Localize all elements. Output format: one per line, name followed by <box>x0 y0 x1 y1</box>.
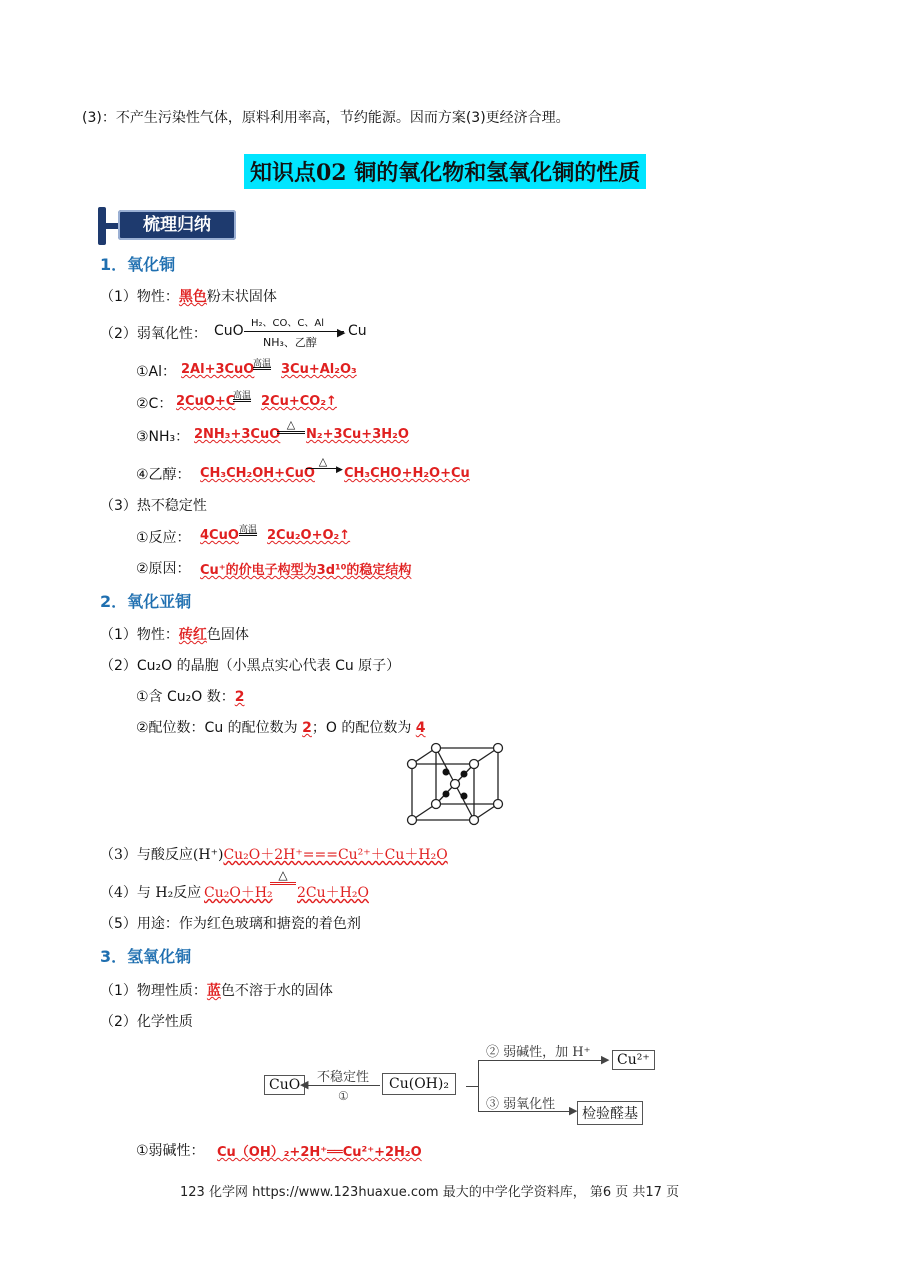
reaction-al-label: ①Al： <box>136 364 177 380</box>
diagram-weakox-label: ③ 弱氧化性 <box>486 1097 556 1112</box>
reaction-nh3-right: N₂+3Cu+3H₂O <box>306 427 409 442</box>
diagram-cuo-box: CuO <box>264 1075 305 1095</box>
cu2o-cell-desc: （2）Cu₂O 的晶胞（小黑点实心代表 Cu 原子） <box>100 658 401 674</box>
reaction-al-left: 2Al+3CuO <box>181 362 255 377</box>
diagram-aldehyde-box: 检验醛基 <box>577 1101 643 1125</box>
reaction-nh3-label: ③NH₃： <box>136 429 190 445</box>
cu-formula: Cu <box>348 323 367 339</box>
reaction-ethanol-left: CH₃CH₂OH+CuO <box>200 466 315 481</box>
arrow-left-icon: ◀ <box>300 1078 309 1091</box>
answer-o: 4 <box>415 720 426 736</box>
diagram-weakbase-label: ② 弱碱性，加 H⁺ <box>486 1045 591 1060</box>
cuo-oxidizing-label: （2）弱氧化性： <box>100 326 207 342</box>
tag-label: 梳理归纳 <box>118 210 236 240</box>
cuoh2-physical <box>100 980 333 1000</box>
label: ①含 Cu₂O 数： <box>136 689 235 705</box>
label: （1）物性： <box>100 289 179 305</box>
diagram-branch-stem <box>466 1086 479 1087</box>
diagram-arrow-left-line <box>306 1085 380 1086</box>
answer: Cu₂O＋2H⁺===Cu²⁺＋Cu＋H₂O <box>223 847 448 863</box>
label: （1）物理性质： <box>100 983 207 999</box>
label: （3）与酸反应(H⁺) <box>100 847 224 863</box>
diagram-top-arrow-line <box>478 1060 604 1061</box>
text: 粉末状固体 <box>206 289 277 305</box>
label: ②配位数：Cu 的配位数为 <box>136 720 303 736</box>
reaction-c-left: 2CuO+C <box>176 394 236 409</box>
cu2o-count <box>136 686 244 706</box>
cu2o-h2-label: （4）与 H₂反应 <box>100 885 202 901</box>
arrow-line <box>244 331 344 332</box>
reaction-al-right: 3Cu+Al₂O₃ <box>281 362 357 377</box>
cu2o-physical <box>100 624 249 644</box>
reaction-ethanol-label: ④乙醇： <box>136 467 191 483</box>
reason-answer: Cu⁺的价电子构型为3d¹⁰的稳定结构 <box>200 563 412 578</box>
page-footer: 123 化学网 https://www.123huaxue.com 最大的中学化学资料库， 第6 页 共17 页 <box>180 1185 680 1200</box>
arrow-head-icon: ▶ <box>336 465 343 475</box>
arrow-above-label: H₂、CO、C、Al <box>251 318 324 329</box>
decomp-label: ①反应： <box>136 530 191 546</box>
answer: 蓝 <box>206 983 221 999</box>
diagram-cuoh2-box: Cu(OH)₂ <box>382 1073 456 1095</box>
decomp-right: 2Cu₂O+O₂↑ <box>267 528 351 543</box>
reaction-c-cond: 高温 <box>233 391 252 401</box>
reaction-c-label: ②C： <box>136 396 173 412</box>
answer: 黑色 <box>178 289 207 305</box>
answer-cu: 2 <box>302 720 312 736</box>
heading-copper-hydroxide: 3．氢氧化铜 <box>100 947 192 966</box>
cuo-thermal-label: （3）热不稳定性 <box>100 498 207 514</box>
intro-line: (3)：不产生污染性气体，原料利用率高，节约能源。因而方案(3)更经济合理。 <box>82 110 570 126</box>
reaction-nh3-left: 2NH₃+3CuO <box>194 427 281 442</box>
reaction-c-right: 2Cu+CO₂↑ <box>261 394 337 409</box>
heading-cuprous-oxide: 2．氧化亚铜 <box>100 592 192 611</box>
weak-base-label: ①弱碱性： <box>136 1143 205 1159</box>
cuo-formula: CuO <box>214 323 244 339</box>
cu2o-unit-cell-image <box>406 742 506 826</box>
answer: 2 <box>234 689 245 705</box>
cu2o-acid <box>100 844 448 864</box>
decomp-left: 4CuO <box>200 528 239 543</box>
cuo-physical <box>100 286 277 306</box>
tag-bar-icon <box>98 207 106 245</box>
label-mid: ；O 的配位数为 <box>311 720 416 736</box>
arrow-right-icon: ▶ <box>569 1104 578 1117</box>
label: （1）物性： <box>100 627 179 643</box>
section-title: 知识点02 铜的氧化物和氢氧化铜的性质 <box>244 154 646 189</box>
heading-copper-oxide: 1．氧化铜 <box>100 255 176 274</box>
diagram-num-1: ① <box>338 1089 349 1103</box>
weak-base-answer: Cu（OH）₂+2H⁺══Cu²⁺+2H₂O <box>217 1145 422 1160</box>
reaction-nh3-cond: △ <box>277 418 305 434</box>
arrow-head-icon: ▶ <box>337 326 346 339</box>
cu2o-h2-left: Cu₂O＋H₂ <box>204 885 273 901</box>
arrow-below-label: NH₃、乙醇 <box>263 336 317 349</box>
cu2o-usage: （5）用途：作为红色玻璃和搪瓷的着色剂 <box>100 916 361 932</box>
cu2o-h2-right: 2Cu＋H₂O <box>297 885 369 901</box>
coord-number <box>136 717 426 737</box>
reason-label: ②原因： <box>136 561 191 577</box>
reaction-ethanol-cond: △ <box>306 455 340 469</box>
reaction-ethanol-right: CH₃CHO+H₂O+Cu <box>344 466 470 481</box>
summary-tag <box>98 207 240 245</box>
cuoh2-chemical-label: （2）化学性质 <box>100 1014 193 1030</box>
text: 色不溶于水的固体 <box>220 983 333 999</box>
cu2o-h2-cond: △ <box>270 868 296 885</box>
reaction-al-cond: 高温 <box>253 359 272 369</box>
diagram-unstable-label: 不稳定性 <box>317 1070 370 1085</box>
diagram-cu2-box: Cu²⁺ <box>612 1050 655 1070</box>
arrow-right-icon: ▶ <box>601 1053 610 1066</box>
text: 色固体 <box>206 627 249 643</box>
answer: 砖红 <box>178 627 207 643</box>
decomp-cond: 高温 <box>239 525 258 535</box>
